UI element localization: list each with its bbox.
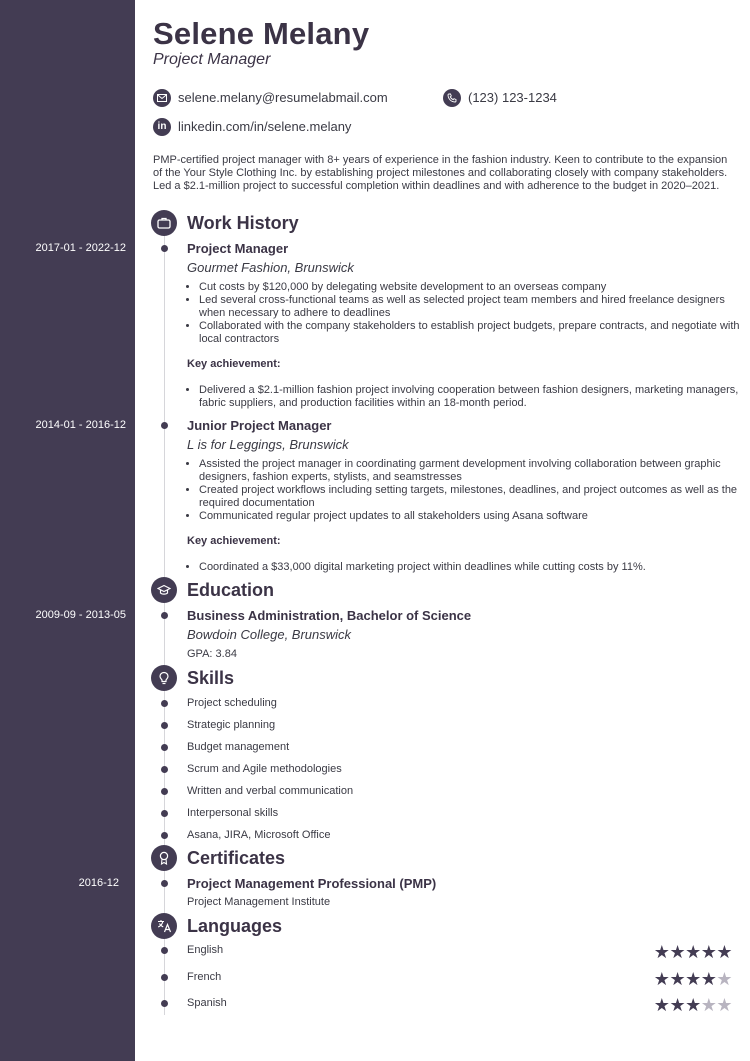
timeline-dot <box>161 880 168 887</box>
skill-item: Budget management <box>187 741 290 753</box>
section-title-languages: Languages <box>187 916 283 936</box>
star-filled-icon: ★ <box>685 969 701 989</box>
language-name: English <box>187 944 224 956</box>
timeline-dot <box>161 1000 168 1007</box>
timeline-dot <box>161 422 168 429</box>
certificate-issuer: Project Management Institute <box>187 896 331 908</box>
job-dates: 2017-01 - 2022-12 <box>35 242 126 254</box>
language-rating <box>654 996 732 1014</box>
list-item: • Coordinated a $33,000 digital marketing project within deadlines while cutting costs by 11%. <box>199 561 744 574</box>
list-item: • Led several cross-functional teams as well as selected project team members and hired freelance designers when necessary to adhere to deadlines <box>199 294 744 320</box>
star-empty-icon: ★ <box>716 969 732 989</box>
briefcase-icon <box>151 210 177 236</box>
section-title-skills: Skills <box>187 668 235 688</box>
key-achievement-list <box>187 561 744 574</box>
skill-item: Project scheduling <box>187 697 277 709</box>
timeline-dot <box>161 832 168 839</box>
star-filled-icon: ★ <box>653 995 670 1015</box>
job-org: Gourmet Fashion, Brunswick <box>187 260 354 275</box>
language-name: French <box>187 971 222 983</box>
timeline-dot <box>161 700 168 707</box>
candidate-title: Project Manager <box>153 51 271 68</box>
star-filled-icon: ★ <box>653 942 670 962</box>
email-icon <box>153 89 171 107</box>
education-dates: 2009-09 - 2013-05 <box>35 609 126 621</box>
email-text[interactable]: selene.melany@resumelabmail.com <box>178 90 388 105</box>
star-filled-icon: ★ <box>669 995 686 1015</box>
translate-icon <box>151 913 177 939</box>
list-item: • Assisted the project manager in coordinating garment development involving collaboration between graphic designers, fashion experts, stylists, and seamstresses <box>199 458 744 484</box>
linkedin-icon: in <box>153 118 171 136</box>
skill-item: Interpersonal skills <box>187 807 279 819</box>
education-school: Bowdoin College, Brunswick <box>187 627 352 642</box>
skill-item: Scrum and Agile methodologies <box>187 763 342 775</box>
list-item: • Collaborated with the company stakeholders to establish project budgets, prepare contracts, and negotiate with local contractors <box>199 320 744 346</box>
linkedin-text[interactable]: linkedin.com/in/selene.melany <box>178 119 352 134</box>
key-achievement-list <box>187 384 744 410</box>
job-org: L is for Leggings, Brunswick <box>187 437 349 452</box>
skill-item: Strategic planning <box>187 719 276 731</box>
star-filled-icon: ★ <box>700 942 717 962</box>
star-filled-icon: ★ <box>685 995 701 1015</box>
lightbulb-icon <box>151 665 177 691</box>
section-title-education: Education <box>187 580 275 600</box>
star-filled-icon: ★ <box>716 942 732 962</box>
certificate-date: 2016-12 <box>78 877 119 889</box>
timeline-dot <box>161 744 168 751</box>
certificate-name: Project Management Professional (PMP) <box>187 876 437 891</box>
star-filled-icon: ★ <box>669 942 686 962</box>
timeline-dot <box>161 947 168 954</box>
star-filled-icon: ★ <box>669 969 686 989</box>
job-bullets <box>187 281 744 346</box>
star-empty-icon: ★ <box>700 995 717 1015</box>
key-achievement-label: Key achievement: <box>187 358 281 370</box>
star-empty-icon: ★ <box>716 995 732 1015</box>
timeline-dot <box>161 788 168 795</box>
language-rating <box>654 943 732 961</box>
phone-text[interactable]: (123) 123-1234 <box>468 90 557 105</box>
language-rating <box>654 970 732 988</box>
list-item: • Delivered a $2.1-million fashion project involving cooperation between fashion designers, marketing managers, fabric suppliers, and production facilities within an 18-month period. <box>199 384 744 410</box>
skill-item: Asana, JIRA, Microsoft Office <box>187 829 331 841</box>
list-item: • Cut costs by $120,000 by delegating website development to an overseas company <box>199 281 744 294</box>
graduation-cap-icon <box>151 577 177 603</box>
section-title-work: Work History <box>187 213 299 233</box>
profile-summary: PMP-certified project manager with 8+ years of experience in the fashion industry. Keen to contribute to the expansion of the Your Style Clothing Inc. by establishing project milestones and collaborating closely with company stakeholders. Led a $2.1-million project to successful completion within deadlines and with adherence to the budget in 2020–2021. <box>153 154 728 192</box>
timeline-dot <box>161 974 168 981</box>
timeline-dot <box>161 810 168 817</box>
timeline-line <box>164 235 165 1015</box>
timeline-dot <box>161 612 168 619</box>
job-role: Project Manager <box>187 241 289 256</box>
list-item: • Communicated regular project updates to all stakeholders using Asana software <box>199 510 744 523</box>
timeline-dot <box>161 245 168 252</box>
list-item: • Created project workflows including setting targets, milestones, deadlines, and project outcomes as well as the required documentation <box>199 484 744 510</box>
candidate-name: Selene Melany <box>153 16 370 51</box>
education-degree: Business Administration, Bachelor of Science <box>187 608 472 623</box>
job-dates: 2014-01 - 2016-12 <box>35 419 126 431</box>
star-filled-icon: ★ <box>653 969 670 989</box>
timeline-dot <box>161 722 168 729</box>
skill-item: Written and verbal communication <box>187 785 354 797</box>
phone-icon <box>443 89 461 107</box>
star-filled-icon: ★ <box>700 969 717 989</box>
timeline-dot <box>161 766 168 773</box>
star-filled-icon: ★ <box>685 942 701 962</box>
job-bullets <box>187 458 744 523</box>
key-achievement-label: Key achievement: <box>187 535 281 547</box>
education-gpa: GPA: 3.84 <box>187 648 237 660</box>
left-sidebar <box>0 0 135 1061</box>
language-name: Spanish <box>187 997 227 1009</box>
certificate-icon <box>151 845 177 871</box>
section-title-certificates: Certificates <box>187 848 286 868</box>
job-role: Junior Project Manager <box>187 418 332 433</box>
